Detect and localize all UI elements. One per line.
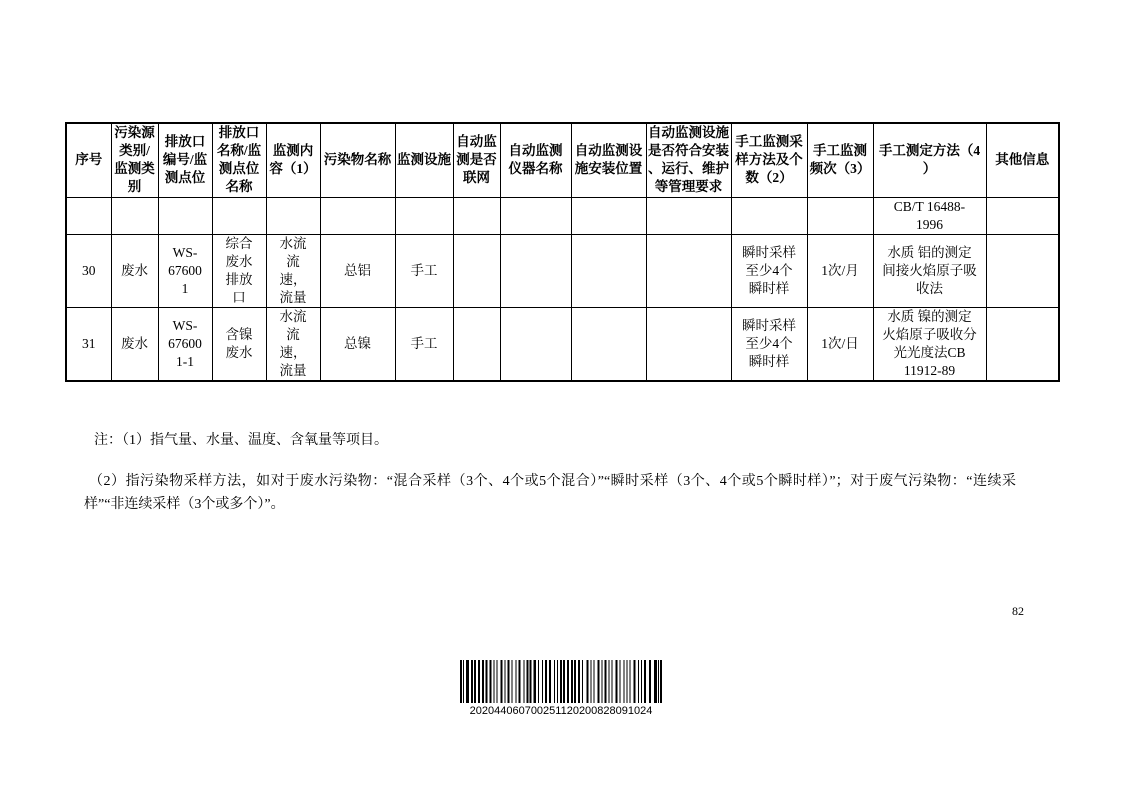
barcode-bar (460, 660, 462, 703)
barcode-bar (463, 660, 464, 703)
barcode-bar (474, 660, 476, 703)
cell-outlet-code: WS-676001 (158, 234, 212, 307)
barcode-bar (630, 660, 631, 703)
cell-source-category: 废水 (111, 307, 158, 381)
cell-serial-number: 31 (66, 307, 111, 381)
barcode-bar (660, 660, 662, 703)
barcode-bar (616, 660, 618, 703)
barcode-bar (612, 660, 613, 703)
barcode-bar (578, 660, 580, 703)
header-monitoring-content: 监测内容（1） (266, 123, 320, 197)
cell-auto-compliance (646, 234, 731, 307)
cell-manual-frequency (807, 197, 873, 234)
footnote-1: 注：（1）指气量、水量、温度、含氧量等项目。 (94, 433, 388, 448)
barcode-bar (597, 660, 599, 703)
barcode-bar (493, 660, 494, 703)
header-manual-method: 手工测定方法（4） (873, 123, 986, 197)
cell-manual-frequency: 1次/日 (807, 307, 873, 381)
cell-auto-networked (453, 197, 500, 234)
cell-manual-sampling-method: 瞬时采样至少4个瞬时样 (731, 234, 807, 307)
header-auto-instrument-name: 自动监测仪器名称 (500, 123, 571, 197)
barcode (460, 660, 662, 717)
header-other-info: 其他信息 (986, 123, 1059, 197)
barcode-bar (638, 660, 639, 703)
barcode-bars (460, 660, 662, 703)
cell-manual-frequency: 1次/月 (807, 234, 873, 307)
cell-auto-networked (453, 234, 500, 307)
barcode-bar (524, 660, 525, 703)
barcode-bar (582, 660, 583, 703)
barcode-bar (500, 660, 502, 703)
cell-serial-number (66, 197, 111, 234)
cell-monitoring-content (266, 197, 320, 234)
cell-manual-method: 水质 铝的测定间接火焰原子吸收法 (873, 234, 986, 307)
cell-monitoring-facility (395, 197, 453, 234)
table-row (66, 234, 1059, 307)
header-pollutant-name: 污染物名称 (320, 123, 395, 197)
barcode-bar (634, 660, 636, 703)
barcode-bar (527, 660, 529, 703)
cell-other-info (986, 234, 1059, 307)
header-serial-number: 序号 (66, 123, 111, 197)
header-source-category: 污染源类别/监测类别 (111, 123, 158, 197)
barcode-bar (534, 660, 536, 703)
barcode-bar (466, 660, 469, 703)
cell-pollutant-name (320, 197, 395, 234)
barcode-bar (512, 660, 513, 703)
header-monitoring-facility: 监测设施 (395, 123, 453, 197)
cell-auto-compliance (646, 307, 731, 381)
barcode-bar (542, 660, 543, 703)
barcode-bar (530, 660, 532, 703)
cell-serial-number: 30 (66, 234, 111, 307)
cell-auto-compliance (646, 197, 731, 234)
cell-pollutant-name: 总镍 (320, 307, 395, 381)
barcode-bar (471, 660, 473, 703)
barcode-bar (507, 660, 509, 703)
cell-auto-install-location (571, 307, 646, 381)
barcode-bar (608, 660, 609, 703)
barcode-bar (496, 660, 497, 703)
cell-auto-install-location (571, 234, 646, 307)
table-row (66, 197, 1059, 234)
cell-pollutant-name: 总铝 (320, 234, 395, 307)
cell-auto-instrument-name (500, 234, 571, 307)
barcode-bar (563, 660, 565, 703)
barcode-bar (482, 660, 484, 703)
barcode-bar (620, 660, 621, 703)
table-header-row (66, 123, 1059, 197)
barcode-bar (590, 660, 591, 703)
cell-source-category (111, 197, 158, 234)
cell-outlet-code: WS-676001-1 (158, 307, 212, 381)
header-auto-networked: 自动监测是否联网 (453, 123, 500, 197)
barcode-bar (545, 660, 547, 703)
barcode-bar (586, 660, 588, 703)
barcode-bar (641, 660, 642, 703)
barcode-bar (654, 660, 657, 703)
cell-outlet-name: 含镍废水 (212, 307, 266, 381)
cell-outlet-name: 综合废水排放口 (212, 234, 266, 307)
cell-auto-instrument-name (500, 307, 571, 381)
barcode-bar (593, 660, 594, 703)
table-row (66, 307, 1059, 381)
barcode-bar (624, 660, 625, 703)
barcode-bar (478, 660, 480, 703)
cell-auto-instrument-name (500, 197, 571, 234)
cell-source-category: 废水 (111, 234, 158, 307)
cell-auto-install-location (571, 197, 646, 234)
barcode-bar (489, 660, 491, 703)
barcode-bar (485, 660, 487, 703)
cell-monitoring-facility: 手工 (395, 234, 453, 307)
header-manual-frequency: 手工监测频次（3） (807, 123, 873, 197)
barcode-bar (571, 660, 573, 703)
barcode-bar (658, 660, 659, 703)
cell-manual-sampling-method: 瞬时采样至少4个瞬时样 (731, 307, 807, 381)
cell-manual-sampling-method (731, 197, 807, 234)
barcode-bar (538, 660, 539, 703)
cell-monitoring-content: 水流流速，流量 (266, 234, 320, 307)
barcode-number: 202044060700251120200828091024 (469, 705, 653, 717)
barcode-bar (519, 660, 521, 703)
barcode-bar (627, 660, 628, 703)
header-outlet-name: 排放口名称/监测点位名称 (212, 123, 266, 197)
cell-other-info (986, 197, 1059, 234)
barcode-bar (601, 660, 602, 703)
barcode-bar (549, 660, 551, 703)
barcode-bar (557, 660, 558, 703)
cell-monitoring-content: 水流流速，流量 (266, 307, 320, 381)
monitoring-table (65, 122, 1060, 382)
barcode-bar (567, 660, 569, 703)
barcode-bar (504, 660, 505, 703)
header-outlet-code: 排放口编号/监测点位 (158, 123, 212, 197)
cell-manual-method: 水质 镍的测定火焰原子吸收分光光度法CB 11912-89 (873, 307, 986, 381)
barcode-bar (644, 660, 646, 703)
barcode-bar (516, 660, 517, 703)
cell-monitoring-facility: 手工 (395, 307, 453, 381)
cell-other-info (986, 307, 1059, 381)
barcode-bar (554, 660, 555, 703)
barcode-bar (574, 660, 576, 703)
barcode-bar (560, 660, 562, 703)
cell-outlet-name (212, 197, 266, 234)
footnote-2: （2）指污染物采样方法，如对于废水污染物：“混合采样（3个、4个或5个混合）”“瞬时采样（3个、4个或5个瞬时样）”；对于废气污染物：“连续采样”“非连续采样（3个或多个）”。 (84, 474, 1016, 512)
header-auto-install-location: 自动监测设施安装位置 (571, 123, 646, 197)
barcode-bar (604, 660, 606, 703)
header-auto-compliance: 自动监测设施是否符合安装、运行、维护等管理要求 (646, 123, 731, 197)
cell-outlet-code (158, 197, 212, 234)
cell-auto-networked (453, 307, 500, 381)
barcode-bar (649, 660, 651, 703)
header-manual-sampling-method: 手工监测采样方法及个数（2） (731, 123, 807, 197)
cell-manual-method: CB/T 16488-1996 (873, 197, 986, 234)
page-number: 82 (1012, 604, 1024, 618)
